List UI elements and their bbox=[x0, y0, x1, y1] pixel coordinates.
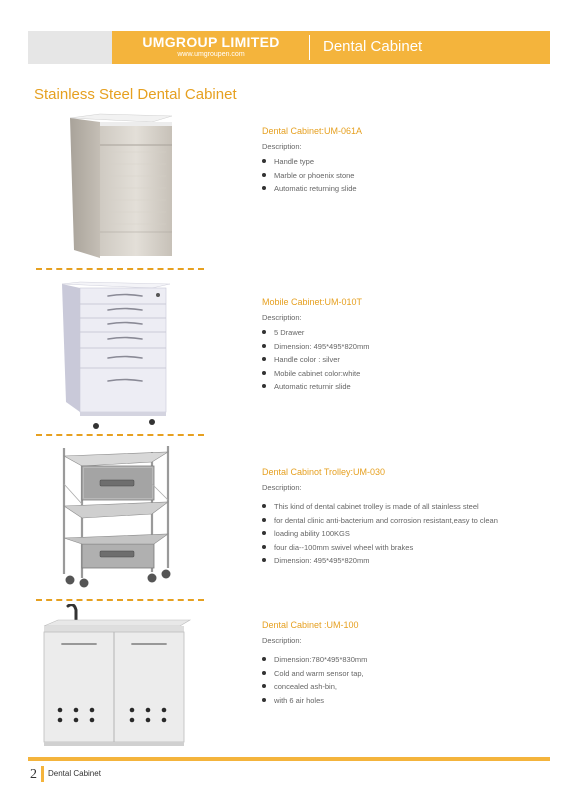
brand-url: www.umgroupen.com bbox=[177, 51, 245, 58]
footer-label: Dental Cabinet bbox=[48, 769, 101, 778]
bullet-icon bbox=[262, 344, 266, 348]
product-title: Dental Cabinet:UM-061A bbox=[262, 126, 363, 136]
brand-logo bbox=[126, 34, 296, 59]
cabinet-um-061a-image bbox=[66, 112, 176, 260]
list-item: Dimension: 495*495*820mm bbox=[262, 340, 369, 354]
header-divider bbox=[309, 35, 310, 60]
bullet-icon bbox=[262, 545, 266, 549]
list-item: Marble or phoenix stone bbox=[262, 169, 357, 183]
list-item: This kind of dental cabinet trolley is made of all stainless steel bbox=[262, 500, 498, 514]
bullet-icon bbox=[262, 330, 266, 334]
list-item: 5 Drawer bbox=[262, 326, 369, 340]
page-title: Stainless Steel Dental Cabinet bbox=[34, 86, 237, 103]
description-label: Description: bbox=[262, 636, 302, 645]
feature-list bbox=[262, 500, 498, 568]
trolley-um-030-image bbox=[56, 444, 174, 588]
bullet-icon bbox=[262, 186, 266, 190]
product-title: Mobile Cabinet:UM-010T bbox=[262, 297, 363, 307]
description-label: Description: bbox=[262, 483, 302, 492]
feature-list bbox=[262, 326, 369, 394]
section-separator bbox=[36, 599, 204, 601]
list-item: Automatic returning slide bbox=[262, 182, 357, 196]
list-item: loading ability 100KGS bbox=[262, 527, 498, 541]
section-separator bbox=[36, 434, 204, 436]
list-item: concealed ash-bin, bbox=[262, 680, 367, 694]
list-item: Handle type bbox=[262, 155, 357, 169]
list-item: Dimension:780*495*830mm bbox=[262, 653, 367, 667]
cabinet-um-010t-image bbox=[60, 280, 172, 430]
feature-list bbox=[262, 155, 357, 196]
list-item: Handle color : silver bbox=[262, 353, 369, 367]
section-title: Dental Cabinet bbox=[323, 38, 423, 55]
bullet-icon bbox=[262, 684, 266, 688]
list-item: Cold and warm sensor tap, bbox=[262, 667, 367, 681]
brand-name: UMGROUP LIMITED bbox=[142, 34, 280, 50]
feature-list bbox=[262, 653, 367, 707]
bullet-icon bbox=[262, 384, 266, 388]
list-item: four dia--100mm swivel wheel with brakes bbox=[262, 541, 498, 555]
bullet-icon bbox=[262, 657, 266, 661]
description-label: Description: bbox=[262, 313, 302, 322]
bullet-icon bbox=[262, 531, 266, 535]
list-item: for dental clinic anti-bacterium and corrosion resistant,easy to clean bbox=[262, 514, 498, 528]
page-header bbox=[28, 31, 550, 64]
list-item: with 6 air holes bbox=[262, 694, 367, 708]
bullet-icon bbox=[262, 518, 266, 522]
cabinet-um-100-image bbox=[40, 604, 192, 750]
list-item: Automatic returnir slide bbox=[262, 380, 369, 394]
header-gray-block bbox=[28, 31, 112, 64]
description-label: Description: bbox=[262, 142, 302, 151]
bullet-icon bbox=[262, 357, 266, 361]
bullet-icon bbox=[262, 159, 266, 163]
list-item: Mobile cabinet color:white bbox=[262, 367, 369, 381]
footer-bar bbox=[28, 757, 550, 761]
product-title: Dental Cabinet :UM-100 bbox=[262, 620, 359, 630]
page-number: 2 bbox=[30, 767, 37, 782]
page-number-divider bbox=[41, 766, 44, 782]
bullet-icon bbox=[262, 371, 266, 375]
bullet-icon bbox=[262, 671, 266, 675]
product-title: Dental Cabinot Trolley:UM-030 bbox=[262, 467, 386, 477]
bullet-icon bbox=[262, 504, 266, 508]
bullet-icon bbox=[262, 698, 266, 702]
list-item: Dimension: 495*495*820mm bbox=[262, 554, 498, 568]
bullet-icon bbox=[262, 173, 266, 177]
section-separator bbox=[36, 268, 204, 270]
bullet-icon bbox=[262, 558, 266, 562]
